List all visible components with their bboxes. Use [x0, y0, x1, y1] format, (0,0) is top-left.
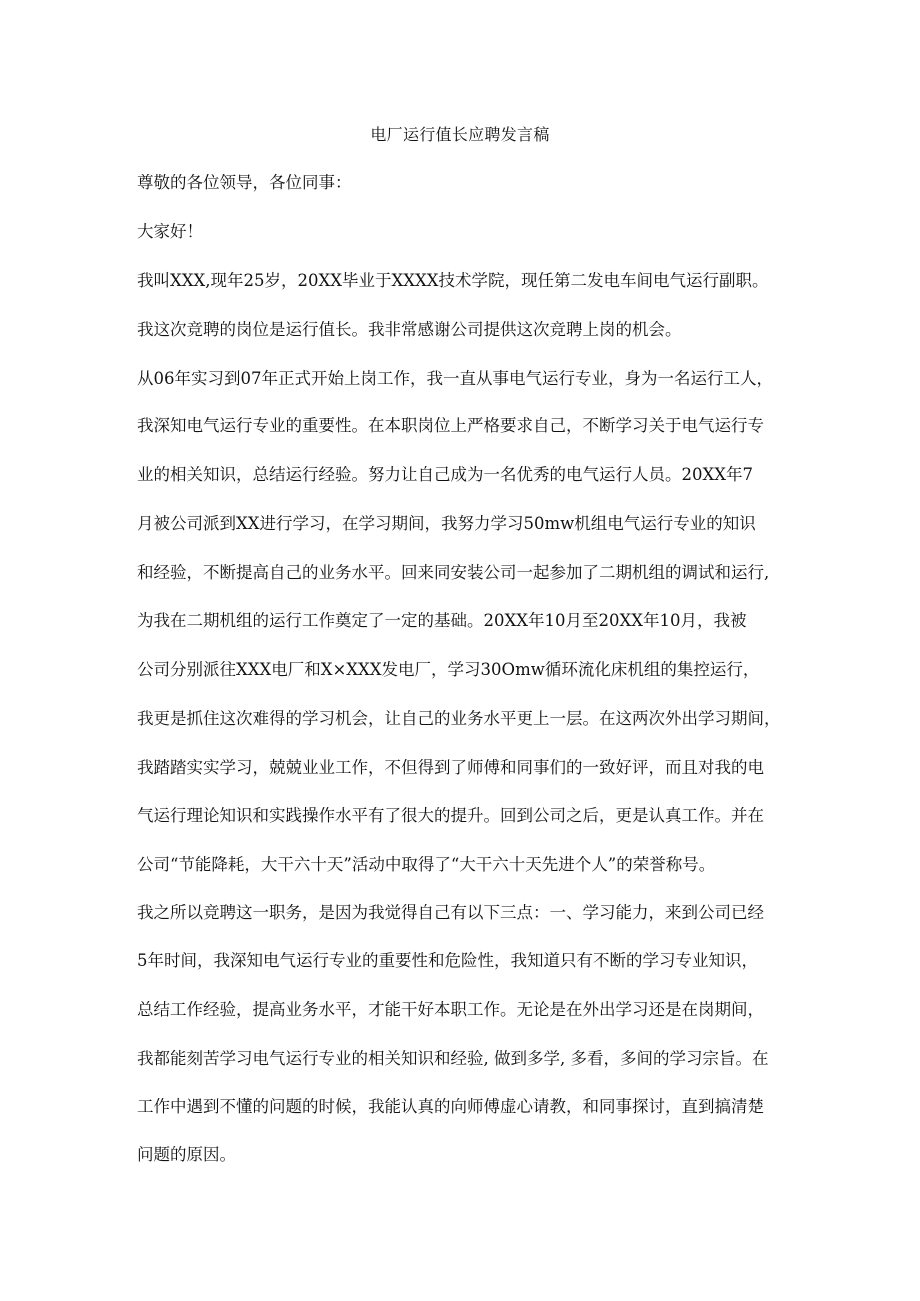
body-line: 为我在二期机组的运行工作奠定了一定的基础。20XX年10月至20XX年10月，我被	[137, 611, 747, 630]
body-line: 总结工作经验，提高业务水平，才能干好本职工作。无论是在外出学习还是在岗期间，	[137, 1000, 764, 1019]
body-line: 5年时间，我深知电气运行专业的重要性和危险性，我知道只有不断的学习专业知识，	[137, 951, 758, 970]
body-line: 我踏踏实实学习，兢兢业业工作，不但得到了师傅和同事们的一致好评，而且对我的电	[137, 758, 764, 777]
body-line: 从06年实习到07年正式开始上岗工作，我一直从事电气运行专业，身为一名运行工人，	[137, 369, 773, 388]
body-line: 问题的原因。	[137, 1145, 236, 1164]
body-line: 气运行理论知识和实践操作水平有了很大的提升。回到公司之后，更是认真工作。并在	[137, 806, 764, 825]
body-line: 月被公司派到XX进行学习，在学习期间，我努力学习50mw机组电气运行专业的知识	[137, 514, 756, 533]
body-line: 和经验，不断提高自己的业务水平。回来同安装公司一起参加了二期机组的调试和运行,	[137, 563, 770, 582]
body-line: 业的相关知识，总结运行经验。努力让自己成为一名优秀的电气运行人员。20XX年7	[137, 465, 753, 484]
body-line: 我都能刻苦学习电气运行专业的相关知识和经验, 做到多学, 多看，多间的学习宗旨。在	[137, 1049, 769, 1068]
body-line: 公司分别派往XXX电厂和X×XXX发电厂，学习30Omw循环流化床机组的集控运行，	[137, 660, 760, 679]
salutation-line: 尊敬的各位领导，各位同事：	[137, 173, 352, 192]
body-line: 公司“节能降耗，大干六十天”活动中取得了“大干六十天先进个人”的荣誉称号。	[137, 855, 716, 874]
body-line: 我之所以竞聘这一职务，是因为我觉得自己有以下三点：一、学习能力，来到公司已经	[137, 903, 764, 922]
document-title: 电厂运行值长应聘发言稿	[370, 125, 550, 144]
body-line: 我这次竞聘的岗位是运行值长。我非常感谢公司提供这次竞聘上岗的机会。	[137, 320, 682, 339]
body-line: 我深知电气运行专业的重要性。在本职岗位上严格要求自己，不断学习关于电气运行专	[137, 416, 764, 435]
body-line: 我叫XXX,现年25岁，20XX毕业于XXXX技术学院，现任第二发电车间电气运行副职。	[137, 271, 769, 290]
greeting-line: 大家好！	[137, 222, 203, 241]
body-line: 我更是抓住这次难得的学习机会，让自己的业务水平更上一层。在这两次外出学习期间，	[137, 709, 781, 728]
body-line: 工作中遇到不懂的问题的时候，我能认真的向师傅虚心请教，和同事探讨，直到搞清楚	[137, 1097, 764, 1116]
